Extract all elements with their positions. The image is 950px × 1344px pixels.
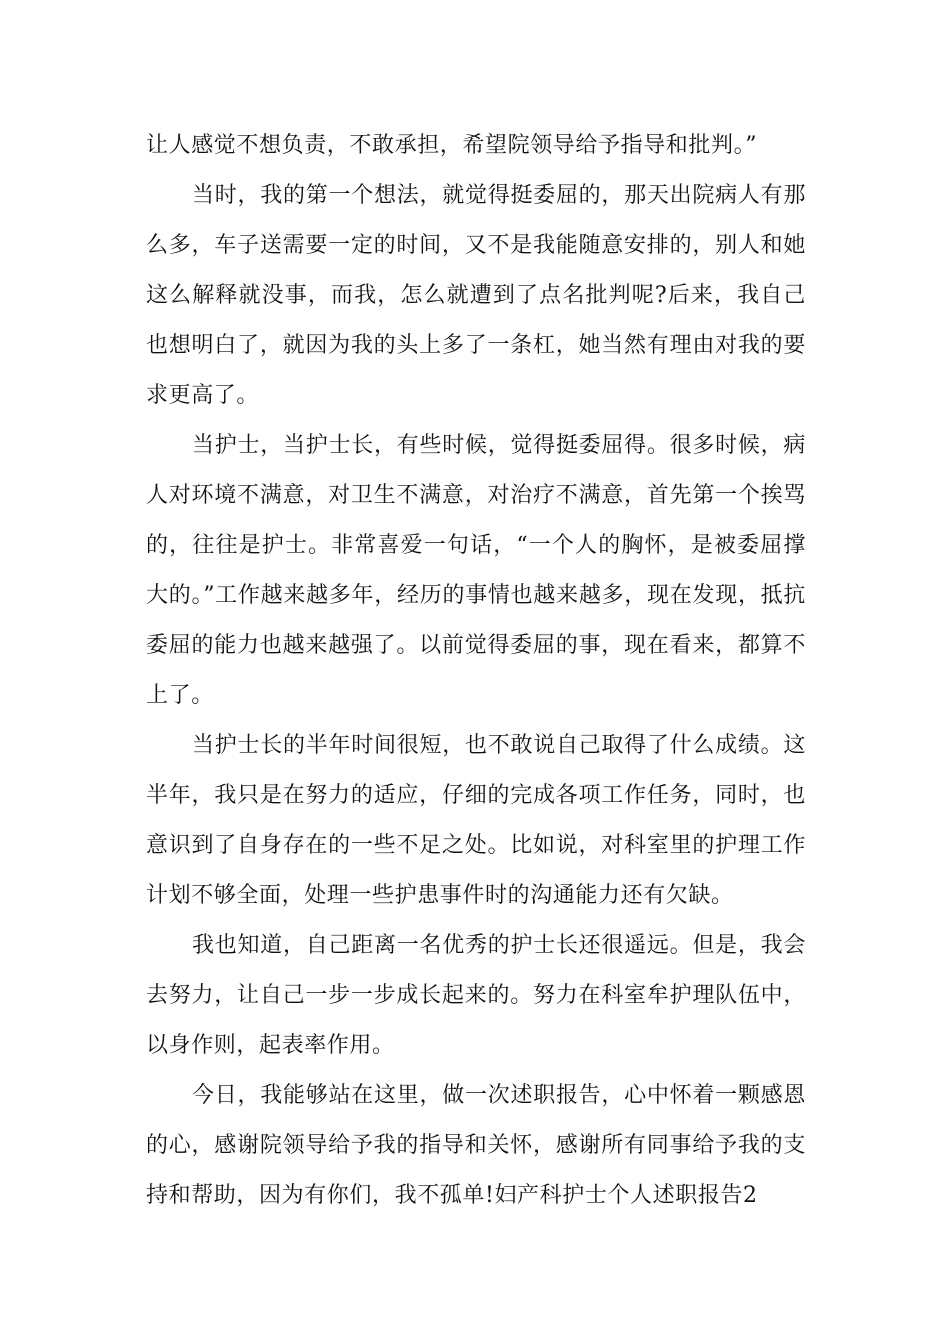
paragraph-1: 让人感觉不想负责，不敢承担，希望院领导给予指导和批判。” bbox=[146, 133, 758, 158]
paragraph-6: 今日，我能够站在这里，做一次述职报告，心中怀着一颗感恩的心，感谢院领导给予我的指导和关怀，感谢所有同事给予我的支持和帮助，因为有你们，我不孤单!妇产科护士个人述职报告2 bbox=[146, 1083, 806, 1208]
paragraph-4: 当护士长的半年时间很短，也不敢说自己取得了什么成绩。这半年，我只是在努力的适应，仔细的完成各项工作任务，同时，也意识到了自身存在的一些不足之处。比如说，对科室里的护理工作计划不够全面，处理一些护患事件时的沟通能力还有欠缺。 bbox=[146, 733, 806, 908]
paragraph-2: 当时，我的第一个想法，就觉得挺委屈的，那天出院病人有那么多，车子送需要一定的时间，又不是我能随意安排的，别人和她这么解释就没事，而我，怎么就遭到了点名批判呢?后来，我自己也想明白了，就因为我的头上多了一条杠，她当然有理由对我的要求更高了。 bbox=[146, 183, 806, 408]
paragraph-3: 当护士，当护士长，有些时候，觉得挺委屈得。很多时候，病人对环境不满意，对卫生不满意，对治疗不满意，首先第一个挨骂的，往往是护士。非常喜爱一句话，“一个人的胸怀，是被委屈撑大的。”工作越来越多年，经历的事情也越来越多，现在发现，抵抗委屈的能力也越来越强了。以前觉得委屈的事，现在看来，都算不上了。 bbox=[146, 433, 806, 708]
paragraph-5: 我也知道，自己距离一名优秀的护士长还很遥远。但是，我会去努力，让自己一步一步成长起来的。努力在科室牟护理队伍中，以身作则，起表率作用。 bbox=[146, 933, 806, 1058]
document-body bbox=[146, 121, 806, 1221]
